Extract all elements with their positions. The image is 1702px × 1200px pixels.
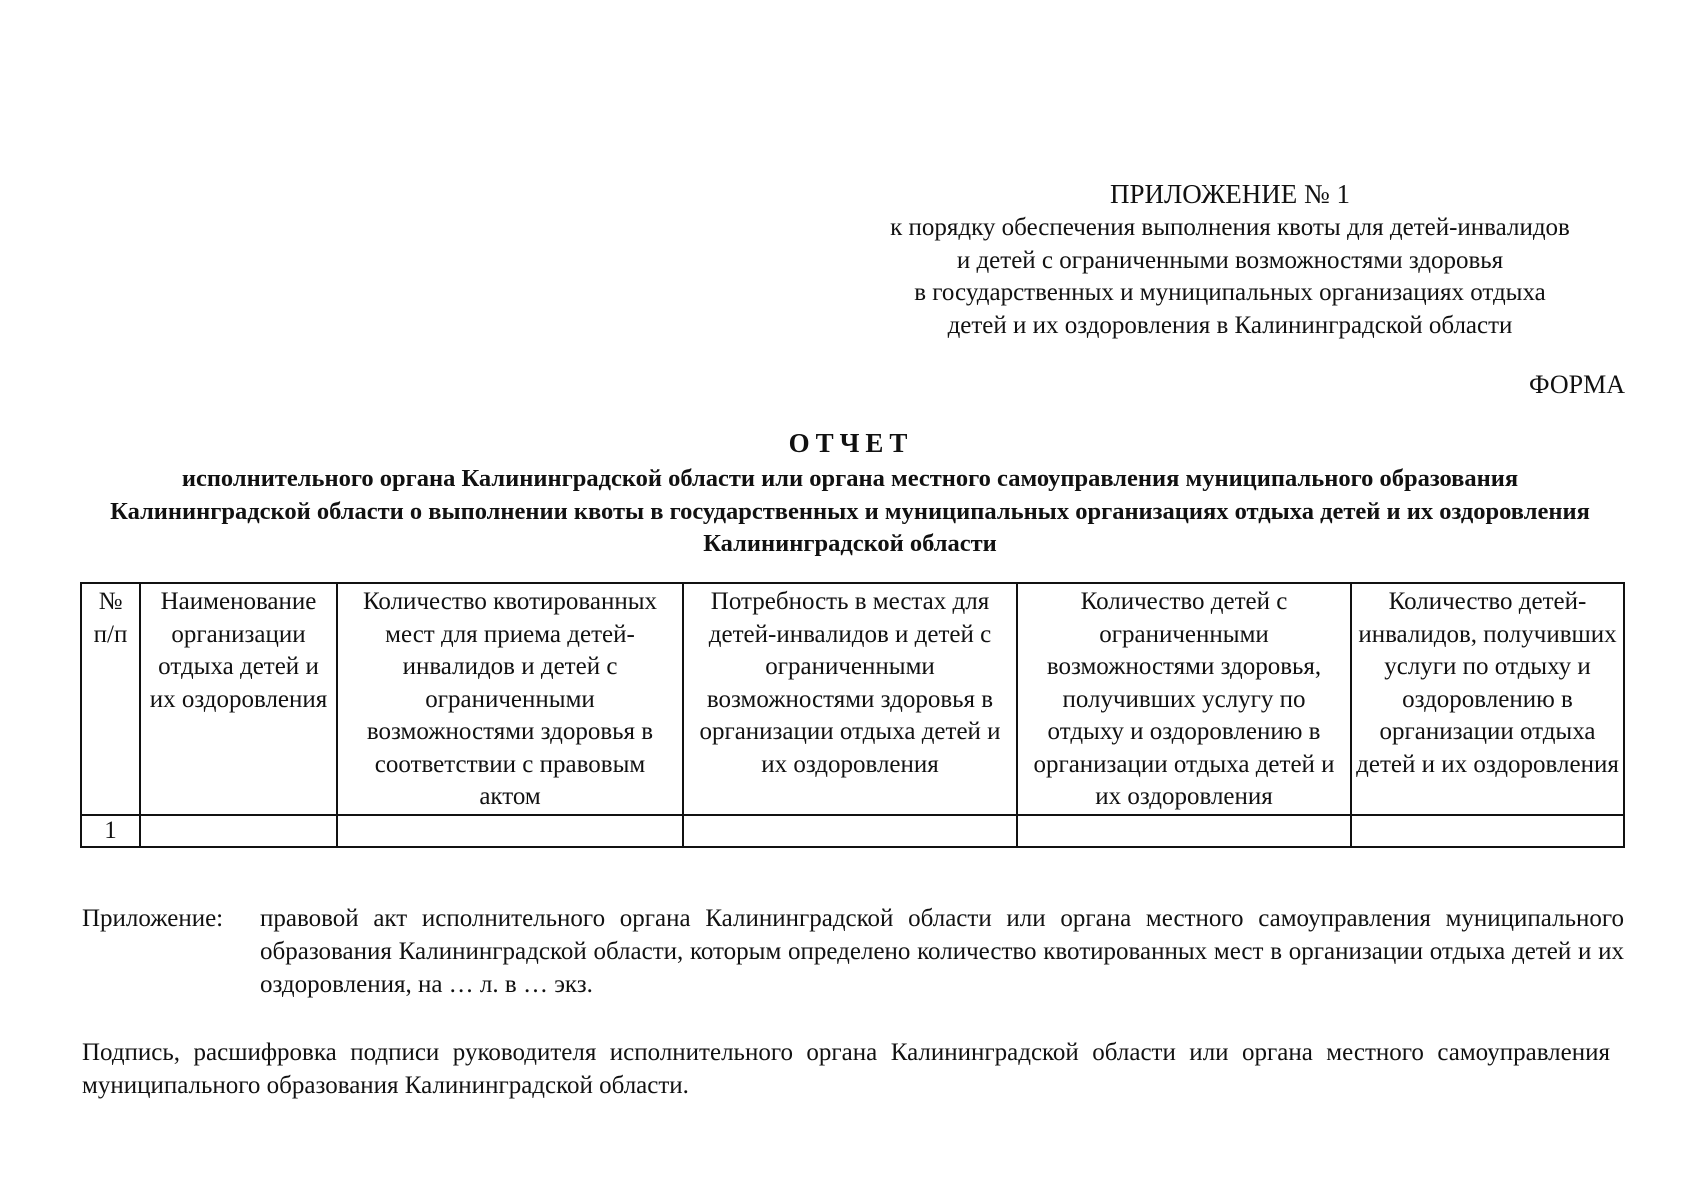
table-cell[interactable]: 1 [81, 815, 140, 847]
appendix-text: правовой акт исполнительного органа Калининградской области или органа местного самоуправления муниципального образования Калининградской области, которым определено количество квотированных мест в организации отдыха детей и их оздоровления, на … л. в … экз. [260, 905, 1624, 998]
report-subtitle: исполнительного органа Калининградской области или органа местного самоуправления муниципального образования Калининградской области о выполнении квоты в государственных и муниципальных организациях отдыха детей и их оздоровления Калининградской области [110, 465, 1590, 557]
table-cell[interactable] [1351, 815, 1624, 847]
report-table [80, 582, 1625, 848]
appendix-lead: Приложение: [82, 905, 224, 932]
header-cell-demand: Потребность в местах для детей-инвалидов и детей с ограниченными возможностями здоровья в организации отдыха детей и их оздоровления [683, 583, 1017, 815]
report-title: ОТЧЕТ [788, 428, 914, 458]
table-cell[interactable] [140, 815, 337, 847]
form-label: ФОРМА [1529, 370, 1625, 399]
header-cell-number: № п/п [81, 583, 140, 815]
annex-header [820, 176, 1640, 342]
annex-title: ПРИЛОЖЕНИЕ № 1 [1109, 179, 1351, 209]
annex-line: и детей с ограниченными возможностями здоровья [956, 246, 1504, 274]
annex-line: к порядку обеспечения выполнения квоты для детей-инвалидов [890, 214, 1570, 241]
header-cell-organization: Наименование организации отдыха детей и их оздоровления [140, 583, 337, 815]
appendix-note [82, 902, 1624, 1001]
table-header-row [81, 583, 1624, 815]
table-cell[interactable] [1017, 815, 1351, 847]
header-cell-quota-places: Количество квотированных мест для приема детей-инвалидов и детей с ограниченными возможностями здоровья в соответствии с правовым актом [337, 583, 683, 815]
header-cell-children-hlim: Количество детей с ограниченными возможностями здоровья, получивших услугу по отдыху и оздоровлению в организации отдыха детей и их оздоровления [1017, 583, 1351, 815]
signature-note: Подпись, расшифровка подписи руководителя исполнительного органа Калининградской области или органа местного самоуправления муниципального образования Калининградской области. [82, 1039, 1610, 1099]
header-cell-children-disabled: Количество детей-инвалидов, получивших услуги по отдыху и оздоровлению в организации отдыха детей и их оздоровления [1351, 583, 1624, 815]
annex-line: в государственных и муниципальных организациях отдыха [914, 279, 1546, 306]
table-row [81, 815, 1624, 847]
table-cell[interactable] [683, 815, 1017, 847]
annex-line: детей и их оздоровления в Калининградской области [947, 311, 1513, 339]
table-cell[interactable] [337, 815, 683, 847]
